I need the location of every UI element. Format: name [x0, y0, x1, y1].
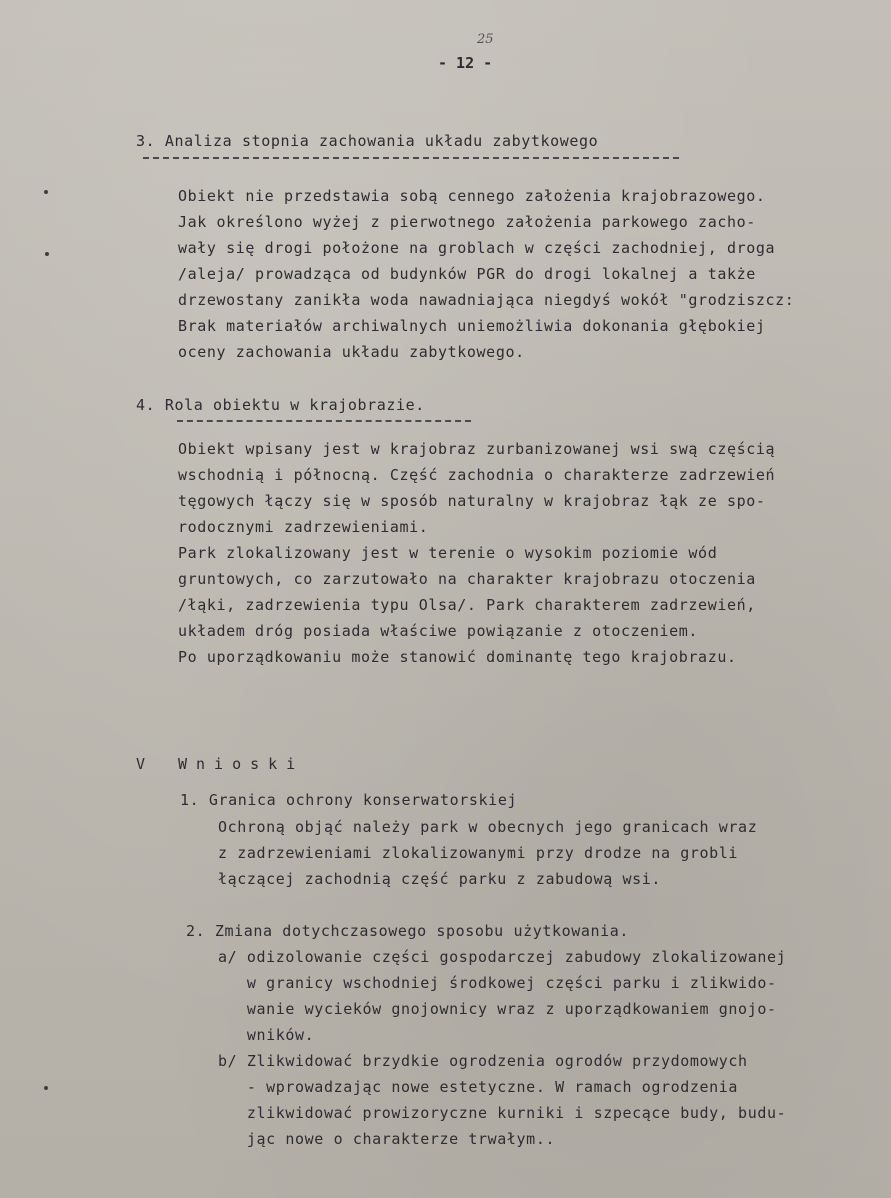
section-v-title: Wnioski: [178, 755, 305, 773]
body-line: z zadrzewieniami zlokalizowanymi przy drodze na grobli: [218, 844, 739, 862]
body-line: wschodnią i północną. Część zachodnia o charakterze zadrzewień: [178, 466, 776, 484]
body-line: Jak określono wyżej z pierwotnego założenia parkowego zacho-: [178, 213, 756, 231]
body-line: Obiekt wpisany jest w krajobraz zurbanizowanej wsi swą częścią: [178, 440, 776, 458]
heading-underline: [143, 157, 679, 159]
margin-dot: [45, 252, 49, 256]
section-4-heading: 4. Rola obiektu w krajobrazie.: [136, 396, 425, 414]
margin-dot: [44, 1086, 48, 1090]
body-line: a/ odizolowanie części gospodarczej zabudowy zlokalizowanej: [218, 948, 787, 966]
body-line: Park zlokalizowany jest w terenie o wysokim poziomie wód: [178, 544, 718, 562]
section-v-numeral: V: [136, 755, 146, 773]
body-line: /łąki, zadrzewienia typu Olsa/. Park charakterem zadrzewień,: [178, 596, 756, 614]
body-line: tęgowych łączy się w sposób naturalny w krajobraz łąk ze spo-: [178, 492, 766, 510]
body-line: wanie wycieków gnojownicy wraz z uporządkowaniem gnojo-: [218, 1000, 777, 1018]
body-line: gruntowych, co zarzutowało na charakter krajobrazu otoczenia: [178, 570, 756, 588]
body-line: układem dróg posiada właściwe powiązanie z otoczeniem.: [178, 622, 699, 640]
margin-dot: [44, 190, 48, 194]
item-1-heading: 1. Granica ochrony konserwatorskiej: [180, 791, 518, 809]
body-line: /aleja/ prowadząca od budynków PGR do drogi lokalnej a także: [178, 265, 756, 283]
item-2-heading: 2. Zmiana dotychczasowego sposobu użytkowania.: [186, 922, 630, 940]
body-line: Obiekt nie przedstawia sobą cennego założenia krajobrazowego.: [178, 187, 766, 205]
section-3-heading: 3. Analiza stopnia zachowania układu zabytkowego: [136, 132, 599, 150]
body-line: oceny zachowania układu zabytkowego.: [178, 343, 525, 361]
heading-underline: [177, 420, 471, 422]
body-line: zlikwidować prowizoryczne kurniki i szpecące budy, budu-: [218, 1104, 787, 1122]
page-number: - 12 -: [438, 54, 493, 72]
body-line: - wprowadzając nowe estetyczne. W ramach ogrodzenia: [218, 1078, 739, 1096]
body-line: drzewostany zanikła woda nawadniająca niegdyś wokół "grodziszcz:: [178, 291, 795, 309]
body-line: Po uporządkowaniu może stanowić dominantę tego krajobrazu.: [178, 648, 737, 666]
body-line: wały się drogi położone na groblach w części zachodniej, droga: [178, 239, 776, 257]
body-line: wników.: [218, 1026, 315, 1044]
body-line: Ochroną objąć należy park w obecnych jego granicach wraz: [218, 818, 758, 836]
body-line: b/ Zlikwidować brzydkie ogrodzenia ogrodów przydomowych: [218, 1052, 748, 1070]
body-line: jąc nowe o charakterze trwałym..: [218, 1130, 556, 1148]
handwritten-page-number: 25: [477, 32, 494, 47]
body-line: rodocznymi zadrzewieniami.: [178, 518, 429, 536]
body-line: w granicy wschodniej środkowej części parku i zlikwido-: [218, 974, 777, 992]
body-line: Brak materiałów archiwalnych uniemożliwia dokonania głębokiej: [178, 317, 766, 335]
body-line: łączącej zachodnią część parku z zabudową wsi.: [218, 870, 662, 888]
